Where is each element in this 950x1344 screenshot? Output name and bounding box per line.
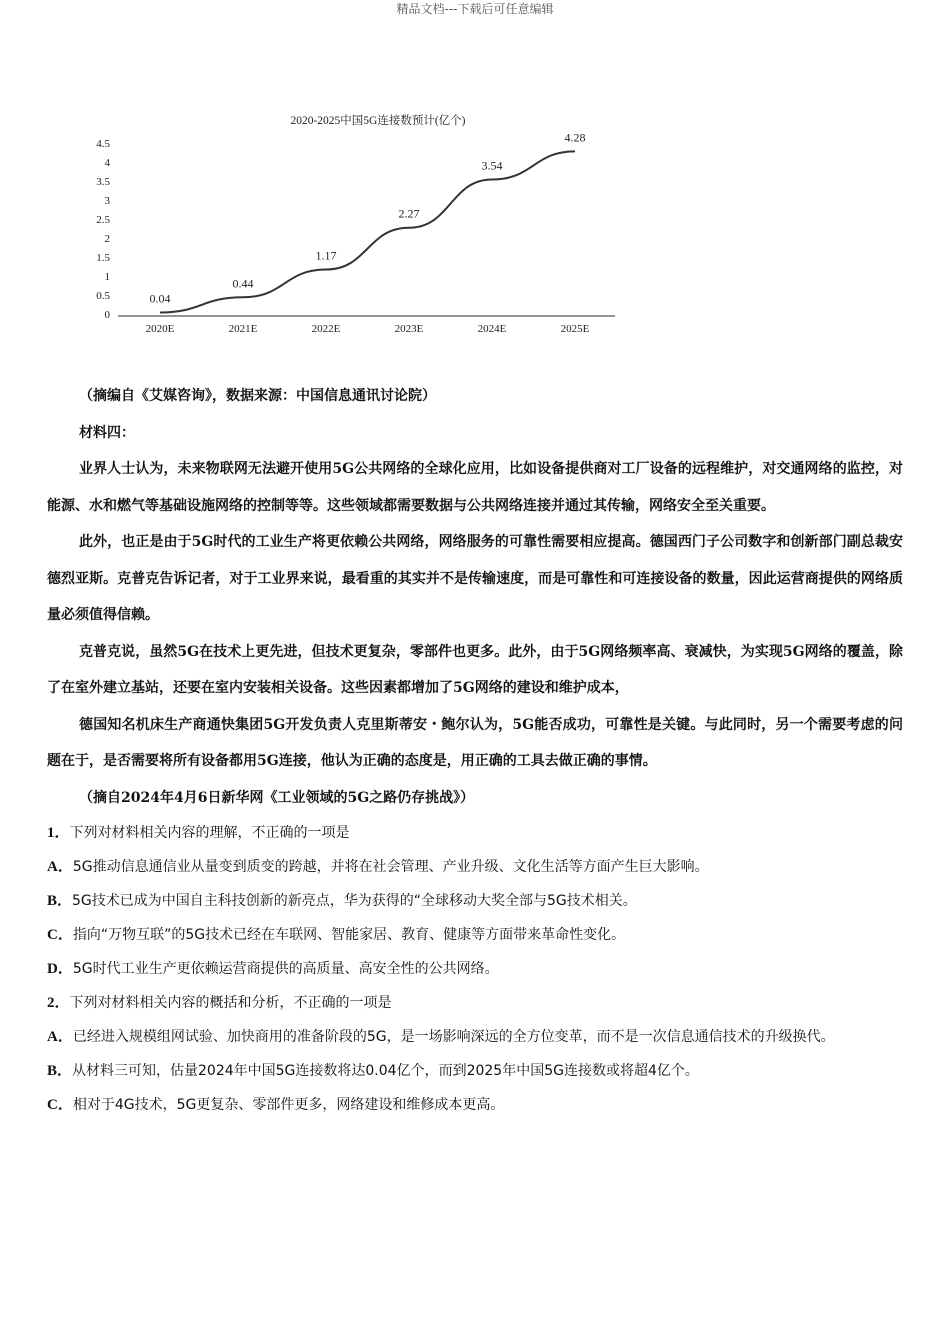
y-tick-label: 3 [104,195,110,207]
y-tick-label: 3.5 [96,176,110,188]
paragraph: 克普克说，虽然5G在技术上更先进，但技术更复杂，零部件也更多。此外，由于5G网络频率高、衰减快，为实现5G网络的覆盖，除了在室外建立基站，还要在室内安装相关设备。这些因素都增加了5G网络的建设和维护成本， [47,643,903,696]
document-body [47,378,903,1122]
y-tick-label: 2 [104,233,110,245]
data-label: 2.27 [398,206,420,221]
page-header: 精品文档---下载后可任意编辑 [396,2,554,16]
x-tick-label: 2024E [477,323,507,335]
question-stem [47,986,903,1020]
y-tick-label: 1 [104,271,110,283]
option-text: 已经进入规模组网试验、加快商用的准备阶段的5G，是一场影响深远的全方位变革，而不是一次信息通信技术的升级换代。 [72,1029,835,1045]
option-b [47,1054,903,1088]
option-text: 5G时代工业生产更依赖运营商提供的高质量、高安全性的公共网络。 [72,961,499,977]
option-c [47,918,903,952]
paragraph: 业界人士认为，未来物联网无法避开使用5G公共网络的全球化应用，比如设备提供商对工厂设备的远程维护，对交通网络的监控，对能源、水和燃气等基础设施网络的控制等等。这些领域都需要数据与公共网络连接并通过其传输，网络安全至关重要。 [47,461,903,514]
data-labels [150,130,586,305]
x-tick-label: 2023E [394,323,424,335]
data-label: 0.04 [149,291,171,306]
y-axis-ticks [96,138,110,321]
chart-svg [80,108,640,348]
data-label: 1.17 [315,248,337,263]
x-tick-label: 2020E [145,323,175,335]
series-line [160,151,575,312]
y-tick-label: 2.5 [96,214,110,226]
option-text: 5G技术已成为中国自主科技创新的新亮点，华为获得的“全球移动大奖全部与5G技术相关。 [72,893,637,909]
option-letter: A． [47,1029,73,1045]
option-a [47,850,903,884]
question-1 [47,816,903,986]
paragraph: 德国知名机床生产商通快集团5G开发负责人克里斯蒂安・鲍尔认为，5G能否成功，可靠性是关键。与此同时，另一个需要考虑的问题在于，是否需要将所有设备都用5G连接，他认为正确的态度是，用正确的工具去做正确的事情。 [47,716,903,769]
option-a [47,1020,903,1054]
option-letter: D． [47,961,73,977]
option-letter: A． [47,859,73,875]
source-citation: （摘自2024年4月6日新华网《工业领域的5G之路仍存挑战》） [79,789,475,806]
data-label: 3.54 [481,158,503,173]
y-tick-label: 4 [104,157,110,169]
option-text: 5G推动信息通信业从量变到质变的跨越，并将在社会管理、产业升级、文化生活等方面产生巨大影响。 [72,859,709,875]
chart-title: 2020-2025中国5G连接数预计(亿个) [290,115,466,127]
y-tick-label: 4.5 [96,138,110,150]
x-tick-label: 2021E [228,323,258,335]
option-text: 指向“万物互联”的5G技术已经在车联网、智能家居、教育、健康等方面带来革命性变化。 [72,927,626,943]
question-text: 下列对材料相关内容的理解，不正确的一项是 [69,825,350,841]
x-tick-label: 2025E [560,323,590,335]
option-letter: C． [47,927,73,943]
y-tick-label: 0.5 [96,290,110,302]
question-text: 下列对材料相关内容的概括和分析，不正确的一项是 [69,995,392,1011]
x-tick-label: 2022E [311,323,341,335]
data-label: 4.28 [564,130,586,145]
x-axis-ticks [146,323,590,335]
question-number: 1． [47,825,70,841]
option-b [47,884,903,918]
paragraph: 此外，也正是由于5G时代的工业生产将更依赖公共网络，网络服务的可靠性需要相应提高。德国西门子公司数字和创新部门副总裁安德烈亚斯。克普克告诉记者，对于工业界来说，最看重的其实并不是传输速度，而是可靠性和可连接设备的数量，因此运营商提供的网络质量必须值得信赖。 [47,534,903,623]
source-note: （摘编自《艾媒咨询》，数据来源：中国信息通讯讨论院） [79,388,436,404]
material4-title: 材料四： [79,424,135,441]
question-2 [47,986,903,1122]
option-letter: B． [47,1063,73,1079]
option-text: 从材料三可知，估量2024年中国5G连接数将达0.04亿个，而到2025年中国5G连接数或将超4亿个。 [72,1063,699,1079]
question-number: 2． [47,995,70,1011]
y-tick-label: 0 [104,309,110,321]
option-d [47,952,903,986]
option-letter: C． [47,1097,73,1113]
data-label: 0.44 [232,276,254,291]
question-stem [47,816,903,850]
line-chart [80,108,640,348]
option-text: 相对于4G技术，5G更复杂、零部件更多，网络建设和维修成本更高。 [72,1097,505,1113]
option-letter: B． [47,893,73,909]
y-tick-label: 1.5 [96,252,110,264]
option-c [47,1088,903,1122]
